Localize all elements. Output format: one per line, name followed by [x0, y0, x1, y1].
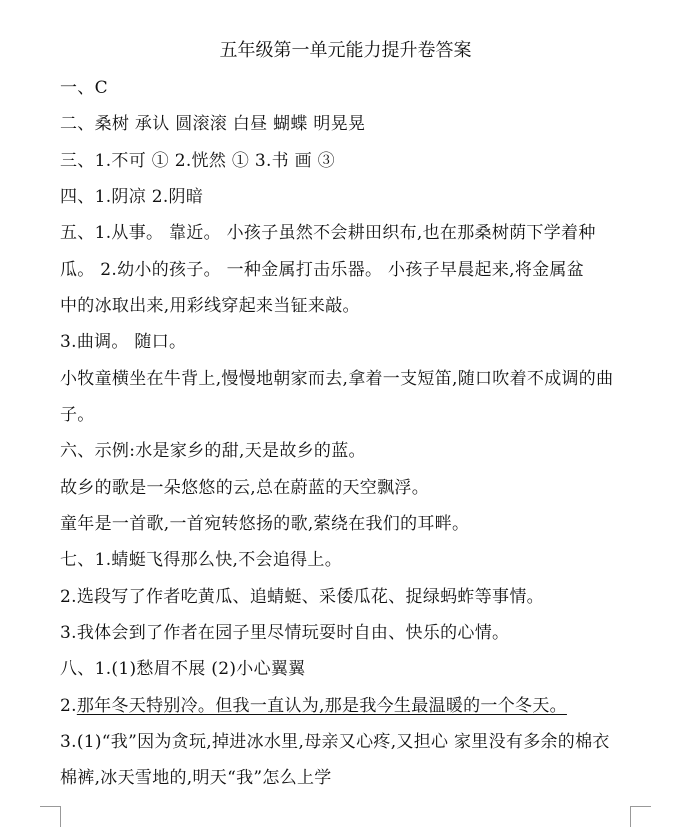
answer-line-19: 3.(1)“我”因为贪玩,掉进冰水里,母亲又心疼,又担心 家里没有多余的棉衣 — [60, 732, 610, 752]
answer-line-18-number: 2. — [60, 696, 77, 716]
answer-line-12: 故乡的歌是一朵悠悠的云,总在蔚蓝的天空飘浮。 — [60, 478, 430, 498]
answer-line-8: 3.曲调。 随口。 — [60, 332, 187, 352]
page-title: 五年级第一单元能力提升卷答案 — [219, 40, 472, 61]
answer-line-10: 子。 — [60, 405, 95, 425]
answer-line-2: 二、桑树 承认 圆滚滚 白昼 蝴蝶 明晃晃 — [60, 114, 366, 134]
answer-line-14: 七、1.蜻蜓飞得那么快,不会追得上。 — [60, 550, 343, 570]
answer-line-1: 一、C — [60, 78, 108, 98]
answer-line-4: 四、1.阴凉 2.阴暗 — [60, 187, 204, 207]
crop-mark-left — [40, 806, 61, 827]
answer-line-20: 棉裤,冰天雪地的,明天“我”怎么上学 — [60, 768, 332, 788]
answer-line-18-underlined: 那年冬天特别冷。但我一直认为,那是我今生最温暖的一个冬天。 — [76, 696, 567, 716]
answer-line-16: 3.我体会到了作者在园子里尽情玩耍时自由、快乐的心情。 — [60, 623, 510, 643]
answer-line-9: 小牧童横坐在牛背上,慢慢地朝家而去,拿着一支短笛,随口吹着不成调的曲 — [60, 369, 614, 389]
answer-line-5: 五、1.从事。 靠近。 小孩子虽然不会耕田织布,也在那桑树荫下学着种 — [60, 223, 596, 243]
answer-line-6: 瓜。 2.幼小的孩子。 一种金属打击乐器。 小孩子早晨起来,将金属盆 — [60, 260, 585, 280]
answer-line-18 — [60, 692, 567, 720]
answer-line-3: 三、1.不可 ① 2.恍然 ① 3.书 画 ③ — [60, 151, 335, 171]
answer-line-13: 童年是一首歌,一首宛转悠扬的歌,萦绕在我们的耳畔。 — [60, 514, 470, 534]
answer-line-15: 2.选段写了作者吃黄瓜、追蜻蜓、采倭瓜花、捉绿蚂蚱等事情。 — [60, 587, 544, 607]
answer-line-17: 八、1.(1)愁眉不展 (2)小心翼翼 — [60, 659, 306, 679]
answer-line-7: 中的冰取出来,用彩线穿起来当钲来敲。 — [60, 296, 360, 316]
crop-mark-right — [630, 806, 651, 827]
answer-line-11: 六、示例:水是家乡的甜,天是故乡的蓝。 — [60, 441, 366, 461]
